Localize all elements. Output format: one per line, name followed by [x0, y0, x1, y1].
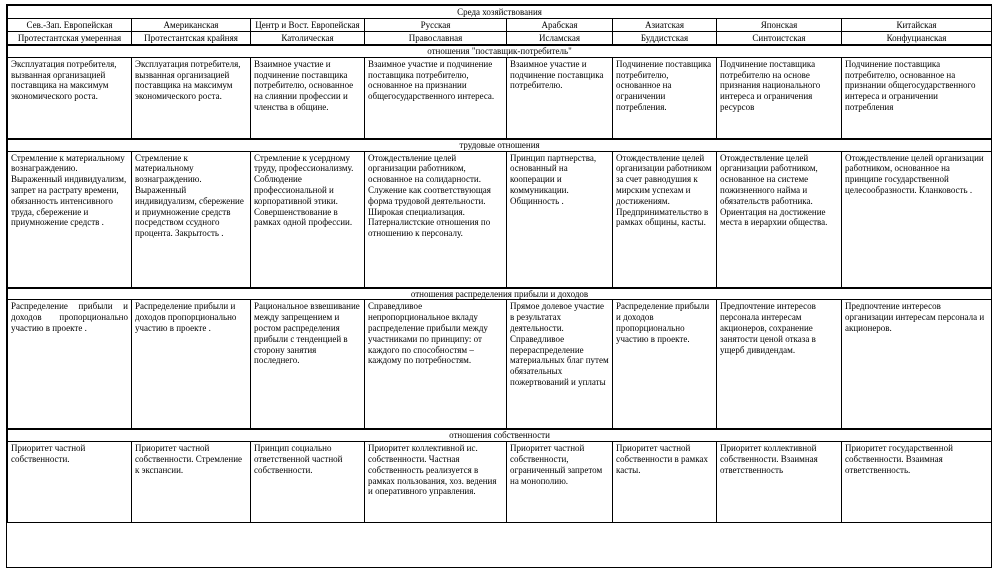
table-cell: Рациональное взвешивание между запрещением и ростом распределения прибыли с тенденцией в сторону занятия последнего. [251, 300, 365, 430]
table-cell: Предпочтение интересов персонала интересам акционеров, сохранение занятости ценой отказа в ущерб дивидендам. [717, 300, 842, 430]
region-header-row [8, 19, 992, 32]
table-cell: Отождествление целей организации работником за счет равнодушия к мирским успехам и достижениям. Предпринимательство в рамках общины, касты. [613, 151, 717, 288]
table-cell: Подчинение поставщика потребителю, основанное на ограничении потребления. [613, 57, 717, 139]
table-cell: Приоритет частной собственности. Стремление к экспансии. [132, 442, 251, 523]
table-cell: Отождествление целей организации работником, основанное на системе пожизненного найма и обязательств работника. Ориентация на достижение места в иерархии общества. [717, 151, 842, 288]
region-header: Сев.-Зап. Европейская [8, 19, 132, 32]
religion-header: Православная [365, 32, 507, 46]
region-header: Американская [132, 19, 251, 32]
region-header: Азиатская [613, 19, 717, 32]
region-header: Арабская [507, 19, 613, 32]
table-row [8, 57, 992, 139]
religion-header: Протестантская крайняя [132, 32, 251, 46]
table-cell: Принцип партнерства, основанный на кооперации и коммуникации. Общинность . [507, 151, 613, 288]
religion-header: Конфуцианская [842, 32, 992, 46]
table-cell: Подчинение поставщика потребителю на основе признания национального интереса и ограничения ресурсов [717, 57, 842, 139]
region-header: Китайская [842, 19, 992, 32]
table-cell: Стремление к материальному вознаграждению. Выраженный индивидуализм, сбережение и приумножение средств посредством ссудного процента. Закрытость . [132, 151, 251, 288]
table-cell: Взаимное участие и подчинение поставщика потребителю. [507, 57, 613, 139]
table-cell: Приоритет коллективной ис. собственности. Частная собственность реализуется в рамках пользования, хоз. ведения и оперативного управления. [365, 442, 507, 523]
religion-header: Буддистская [613, 32, 717, 46]
religion-header: Исламская [507, 32, 613, 46]
table-cell: Эксплуатация потребителя, вызванная организацией поставщика на максимум экономического роста. [8, 57, 132, 139]
table-cell: Приоритет частной собственности. [8, 442, 132, 523]
religion-header: Католическая [251, 32, 365, 46]
table-cell: Приоритет государственной собственности. Взаимная ответственность. [842, 442, 992, 523]
table-cell: Принцип социально ответственной частной собственности. [251, 442, 365, 523]
table-cell: Приоритет частной собственности, ограниченный запретом на монополию. [507, 442, 613, 523]
table-title: Среда хозяйствования [8, 6, 992, 19]
comparison-table [7, 5, 992, 523]
table-row [8, 300, 992, 430]
table-cell: Приоритет коллективной собственности. Взаимная ответственность [717, 442, 842, 523]
region-header: Японская [717, 19, 842, 32]
table-cell: Распределение прибыли и доходов пропорционально участию в проекте . [132, 300, 251, 430]
table-row [8, 151, 992, 288]
religion-header: Синтоистская [717, 32, 842, 46]
table-cell: Стремление к материальному вознаграждению. Выраженный индивидуализм, запрет на растрату времени, обязанность интенсивного труда, сбережение и приумножение средств . [8, 151, 132, 288]
section-title-supplier-consumer: отношения "поставщик-потребитель" [8, 45, 992, 57]
region-header: Центр и Вост. Европейская [251, 19, 365, 32]
table-cell: Предпочтение интересов организации интересам персонала и акционеров. [842, 300, 992, 430]
table-cell: Подчинение поставщика потребителю, основанное на признании общегосударственного интереса и ограничении потребления [842, 57, 992, 139]
table-cell: Прямое долевое участие в результатах деятельности. Справедливое перераспределение материальных благ путем обязательных пожертвований и уплаты [507, 300, 613, 430]
region-header: Русская [365, 19, 507, 32]
section-title-labor: трудовые отношения [8, 139, 992, 151]
table-row [8, 442, 992, 523]
table-cell: Справедливое непропорциональное вкладу распределение прибыли между участниками по принципу: от каждого по способностям – каждому по потребностям. [365, 300, 507, 430]
section-title-property: отношения собственности [8, 429, 992, 441]
section-title-distribution: отношения распределения прибыли и доходов [8, 288, 992, 300]
comparison-table-frame [6, 4, 992, 568]
religion-header-row [8, 32, 992, 46]
religion-header: Протестантская умеренная [8, 32, 132, 46]
table-cell: Отождествление целей организации работником, основанное на солидарности. Служение как соответствующая форма трудовой деятельности. Широкая специализация. Патерналистские отношения по отношению к персоналу. [365, 151, 507, 288]
table-cell: Взаимное участие и подчинение поставщика потребителю, основанное на признании общегосударственного интереса. [365, 57, 507, 139]
table-cell: Эксплуатация потребителя, вызванная организацией поставщика на максимум экономического роста. [132, 57, 251, 139]
table-cell: Взаимное участие и подчинение поставщика потребителю, основанное на слиянии профессии и членства в общине. [251, 57, 365, 139]
table-cell: Приоритет частной собственности в рамках касты. [613, 442, 717, 523]
table-cell: Стремление к усердному труду, профессионализму. Соблюдение профессиональной и корпоративной этики. Совершенствование в рамках одной профессии. [251, 151, 365, 288]
table-cell: Распределение прибыли и доходов пропорционально участию в проекте . [8, 300, 132, 430]
table-cell: Распределение прибыли и доходов пропорционально участию в проекте. [613, 300, 717, 430]
table-cell: Отождествление целей организации работником, основанное на принципе государственной целесообразности. Кланковость . [842, 151, 992, 288]
